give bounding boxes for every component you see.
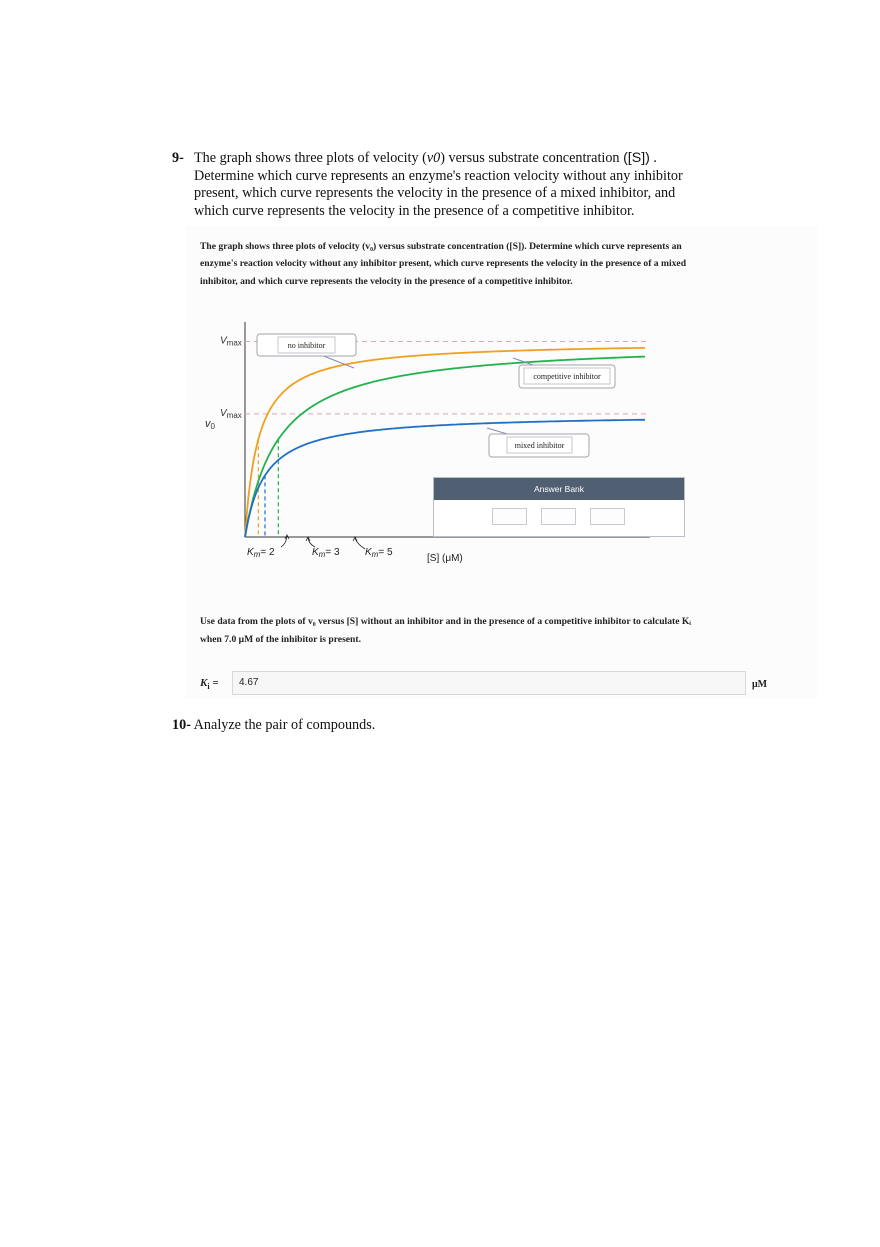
- question-9-line-3: present, which curve represents the velocity in the presence of a mixed inhibitor, and: [194, 185, 676, 202]
- question-9-text: [194, 150, 732, 220]
- michaelis-menten-chart: [195, 310, 655, 580]
- screenshot-question-stem: [200, 238, 780, 290]
- box-mixed-inhibitor-label: mixed inhibitor: [514, 441, 565, 450]
- svg-text:Km= 3: $K_m= 3$: [312, 547, 340, 559]
- question-10: [172, 717, 375, 735]
- y-axis-label: v0: [205, 418, 215, 431]
- ki-prompt-line-2: when 7.0 μM of the inhibitor is present.: [200, 634, 361, 645]
- stem-line-2: enzyme's reaction velocity without any inhibitor present, which curve represents the velocity in the presence of a mixed: [200, 258, 687, 270]
- answer-bank-slots: [434, 500, 684, 536]
- x-axis-label: [S] (μM): [427, 553, 463, 564]
- box-competitive-inhibitor[interactable]: [519, 365, 615, 388]
- box-no-inhibitor[interactable]: [257, 334, 356, 356]
- question-9-line-1: The graph shows three plots of velocity (v0) versus substrate concentration ([S]) .: [194, 150, 657, 166]
- km-label-competitive-inhibitor: [353, 537, 393, 559]
- km-label-mixed-inhibitor: [306, 537, 340, 559]
- ki-unit: μM: [752, 679, 768, 690]
- ki-prompt-line-1: Use data from the plots of v₀ versus [S] without an inhibitor and in the presence of a competitive inhibitor to calculate Kᵢ: [200, 616, 692, 627]
- answer-bank: [433, 477, 685, 537]
- answer-bank-slot-3[interactable]: [590, 508, 625, 525]
- substrate-symbol: ([S]): [623, 150, 650, 166]
- question-9-line-2: Determine which curve represents an enzyme's reaction velocity without any inhibitor: [194, 167, 683, 184]
- velocity-symbol: v0: [426, 150, 441, 166]
- box-no-inhibitor-label: no inhibitor: [287, 341, 326, 350]
- question-10-number: 10-: [172, 717, 191, 733]
- question-9-number: 9-: [172, 150, 184, 166]
- stem-line-1: The graph shows three plots of velocity (v₀) versus substrate concentration ([S]). Determine which curve represents an: [200, 241, 682, 252]
- svg-text:Km= 2: $K_m= 2$: [247, 547, 275, 559]
- ki-prompt: [200, 613, 790, 649]
- vmax-label-upper: $V_{max}$: [220, 335, 242, 348]
- question-9-line-4: which curve represents the velocity in the presence of a competitive inhibitor.: [194, 202, 635, 219]
- question-9: [172, 150, 732, 220]
- km-label-no-inhibitor: [247, 535, 289, 559]
- answer-bank-slot-1[interactable]: [492, 508, 527, 525]
- ki-input[interactable]: 4.67: [232, 671, 746, 695]
- answer-bank-slot-2[interactable]: [541, 508, 576, 525]
- vmax-label-lower: $V_{max}$: [220, 407, 242, 420]
- ki-label: $K_i$ =: [200, 677, 219, 692]
- box-competitive-inhibitor-label: competitive inhibitor: [533, 372, 601, 381]
- box-mixed-inhibitor[interactable]: [489, 434, 589, 457]
- svg-text:Km= 5: $K_m= 5$: [365, 547, 393, 559]
- question-10-text: Analyze the pair of compounds.: [190, 717, 376, 733]
- stem-line-3: inhibitor, and which curve represents the velocity in the presence of a competitive inhibitor.: [200, 275, 573, 287]
- answer-bank-header: Answer Bank: [434, 478, 684, 500]
